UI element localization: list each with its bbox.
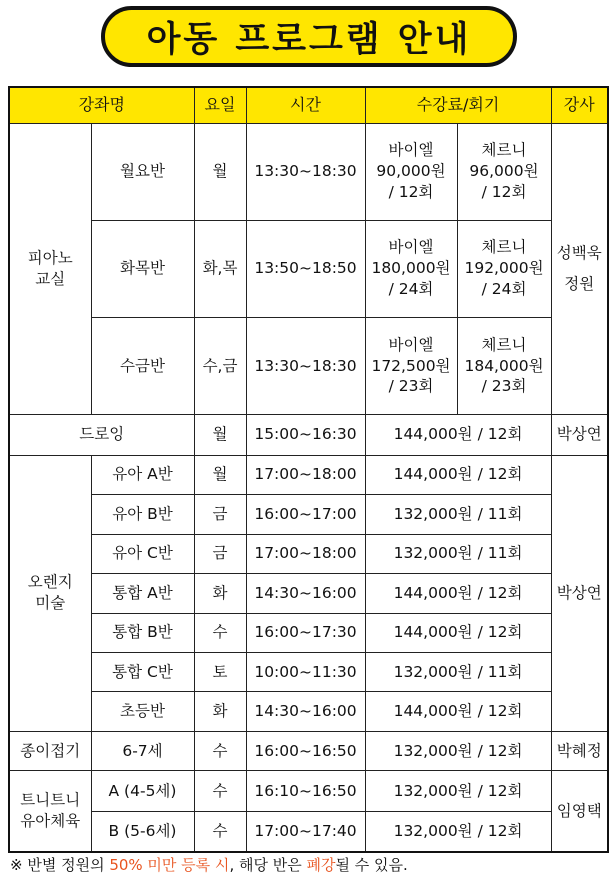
class-day: 토	[194, 652, 246, 691]
class-fee: 132,000원 / 11회	[365, 534, 551, 573]
table-row	[9, 771, 608, 812]
footnote-highlight: 50% 미만 등록 시	[109, 856, 230, 874]
class-time: 16:00~17:00	[246, 495, 365, 534]
fee-czerny: 체르니 184,000원 / 23회	[457, 317, 551, 414]
class-day: 월	[194, 123, 246, 220]
table-row	[9, 574, 608, 613]
class-name: B (5-6세)	[91, 811, 194, 852]
class-name: 유아 B반	[91, 495, 194, 534]
class-name: A (4-5세)	[91, 771, 194, 812]
table-row	[9, 220, 608, 317]
header-instructor: 강사	[551, 87, 608, 123]
fee-czerny: 체르니 96,000원 / 12회	[457, 123, 551, 220]
footnote-text: , 해당 반은	[229, 856, 307, 874]
class-time: 10:00~11:30	[246, 652, 365, 691]
header-course: 강좌명	[9, 87, 194, 123]
class-name: 수금반	[91, 317, 194, 414]
footnote	[10, 854, 408, 875]
class-day: 수	[194, 811, 246, 852]
footnote-highlight: 폐강	[306, 856, 336, 874]
class-day: 화,목	[194, 220, 246, 317]
class-fee: 144,000원 / 12회	[365, 574, 551, 613]
instructor-cell: 성백욱 정원	[551, 123, 608, 415]
table-row	[9, 495, 608, 534]
class-name: 초등반	[91, 692, 194, 731]
class-day: 월	[194, 415, 246, 456]
program-table	[8, 86, 609, 853]
class-age: 6-7세	[91, 731, 194, 770]
class-name: 유아 C반	[91, 534, 194, 573]
category-cell: 오렌지 미술	[9, 455, 91, 731]
class-day: 금	[194, 495, 246, 534]
fee-beyer: 바이엘 90,000원 / 12회	[365, 123, 457, 220]
table-row	[9, 613, 608, 652]
class-time: 13:30~18:30	[246, 123, 365, 220]
fee-beyer: 바이엘 172,500원 / 23회	[365, 317, 457, 414]
table-row	[9, 123, 608, 220]
instructor-cell: 박상연	[551, 455, 608, 731]
header-fee: 수강료/회기	[365, 87, 551, 123]
class-fee: 144,000원 / 12회	[365, 455, 551, 494]
header-row	[9, 87, 608, 123]
footnote-text: 될 수 있음.	[335, 856, 408, 874]
header-day: 요일	[194, 87, 246, 123]
table-row	[9, 534, 608, 573]
class-day: 금	[194, 534, 246, 573]
table-row	[9, 415, 608, 456]
class-fee: 144,000원 / 12회	[365, 692, 551, 731]
instructor-cell: 박상연	[551, 415, 608, 456]
class-fee: 144,000원 / 12회	[365, 613, 551, 652]
fee-beyer: 바이엘 180,000원 / 24회	[365, 220, 457, 317]
fee-czerny: 체르니 192,000원 / 24회	[457, 220, 551, 317]
table-row	[9, 455, 608, 494]
instructor-cell: 임영택	[551, 771, 608, 852]
class-day: 수	[194, 731, 246, 770]
category-cell: 피아노 교실	[9, 123, 91, 415]
class-name: 통합 B반	[91, 613, 194, 652]
class-time: 17:00~17:40	[246, 811, 365, 852]
table-row	[9, 692, 608, 731]
class-time: 14:30~16:00	[246, 692, 365, 731]
class-time: 14:30~16:00	[246, 574, 365, 613]
class-day: 수,금	[194, 317, 246, 414]
class-name: 드로잉	[9, 415, 194, 456]
class-name: 월요반	[91, 123, 194, 220]
class-day: 월	[194, 455, 246, 494]
table-row	[9, 811, 608, 852]
footnote-text: ※ 반별 정원의	[10, 856, 110, 874]
class-name: 통합 A반	[91, 574, 194, 613]
class-time: 17:00~18:00	[246, 455, 365, 494]
class-fee: 132,000원 / 12회	[365, 771, 551, 812]
class-day: 화	[194, 574, 246, 613]
header-time: 시간	[246, 87, 365, 123]
class-fee: 132,000원 / 11회	[365, 495, 551, 534]
class-fee: 132,000원 / 12회	[365, 811, 551, 852]
class-time: 16:10~16:50	[246, 771, 365, 812]
table-row	[9, 731, 608, 770]
class-name: 통합 C반	[91, 652, 194, 691]
class-fee: 132,000원 / 12회	[365, 731, 551, 770]
class-time: 16:00~17:30	[246, 613, 365, 652]
class-time: 15:00~16:30	[246, 415, 365, 456]
instructor-cell: 박혜정	[551, 731, 608, 770]
class-time: 16:00~16:50	[246, 731, 365, 770]
class-name: 유아 A반	[91, 455, 194, 494]
class-time: 13:30~18:30	[246, 317, 365, 414]
class-day: 화	[194, 692, 246, 731]
class-name: 종이접기	[9, 731, 91, 770]
class-fee: 132,000원 / 11회	[365, 652, 551, 691]
class-time: 17:00~18:00	[246, 534, 365, 573]
class-fee: 144,000원 / 12회	[365, 415, 551, 456]
page-title: 아동 프로그램 안내	[101, 6, 517, 67]
table-row	[9, 317, 608, 414]
category-cell: 트니트니 유아체육	[9, 771, 91, 852]
class-day: 수	[194, 771, 246, 812]
table-row	[9, 652, 608, 691]
class-time: 13:50~18:50	[246, 220, 365, 317]
class-day: 수	[194, 613, 246, 652]
class-name: 화목반	[91, 220, 194, 317]
